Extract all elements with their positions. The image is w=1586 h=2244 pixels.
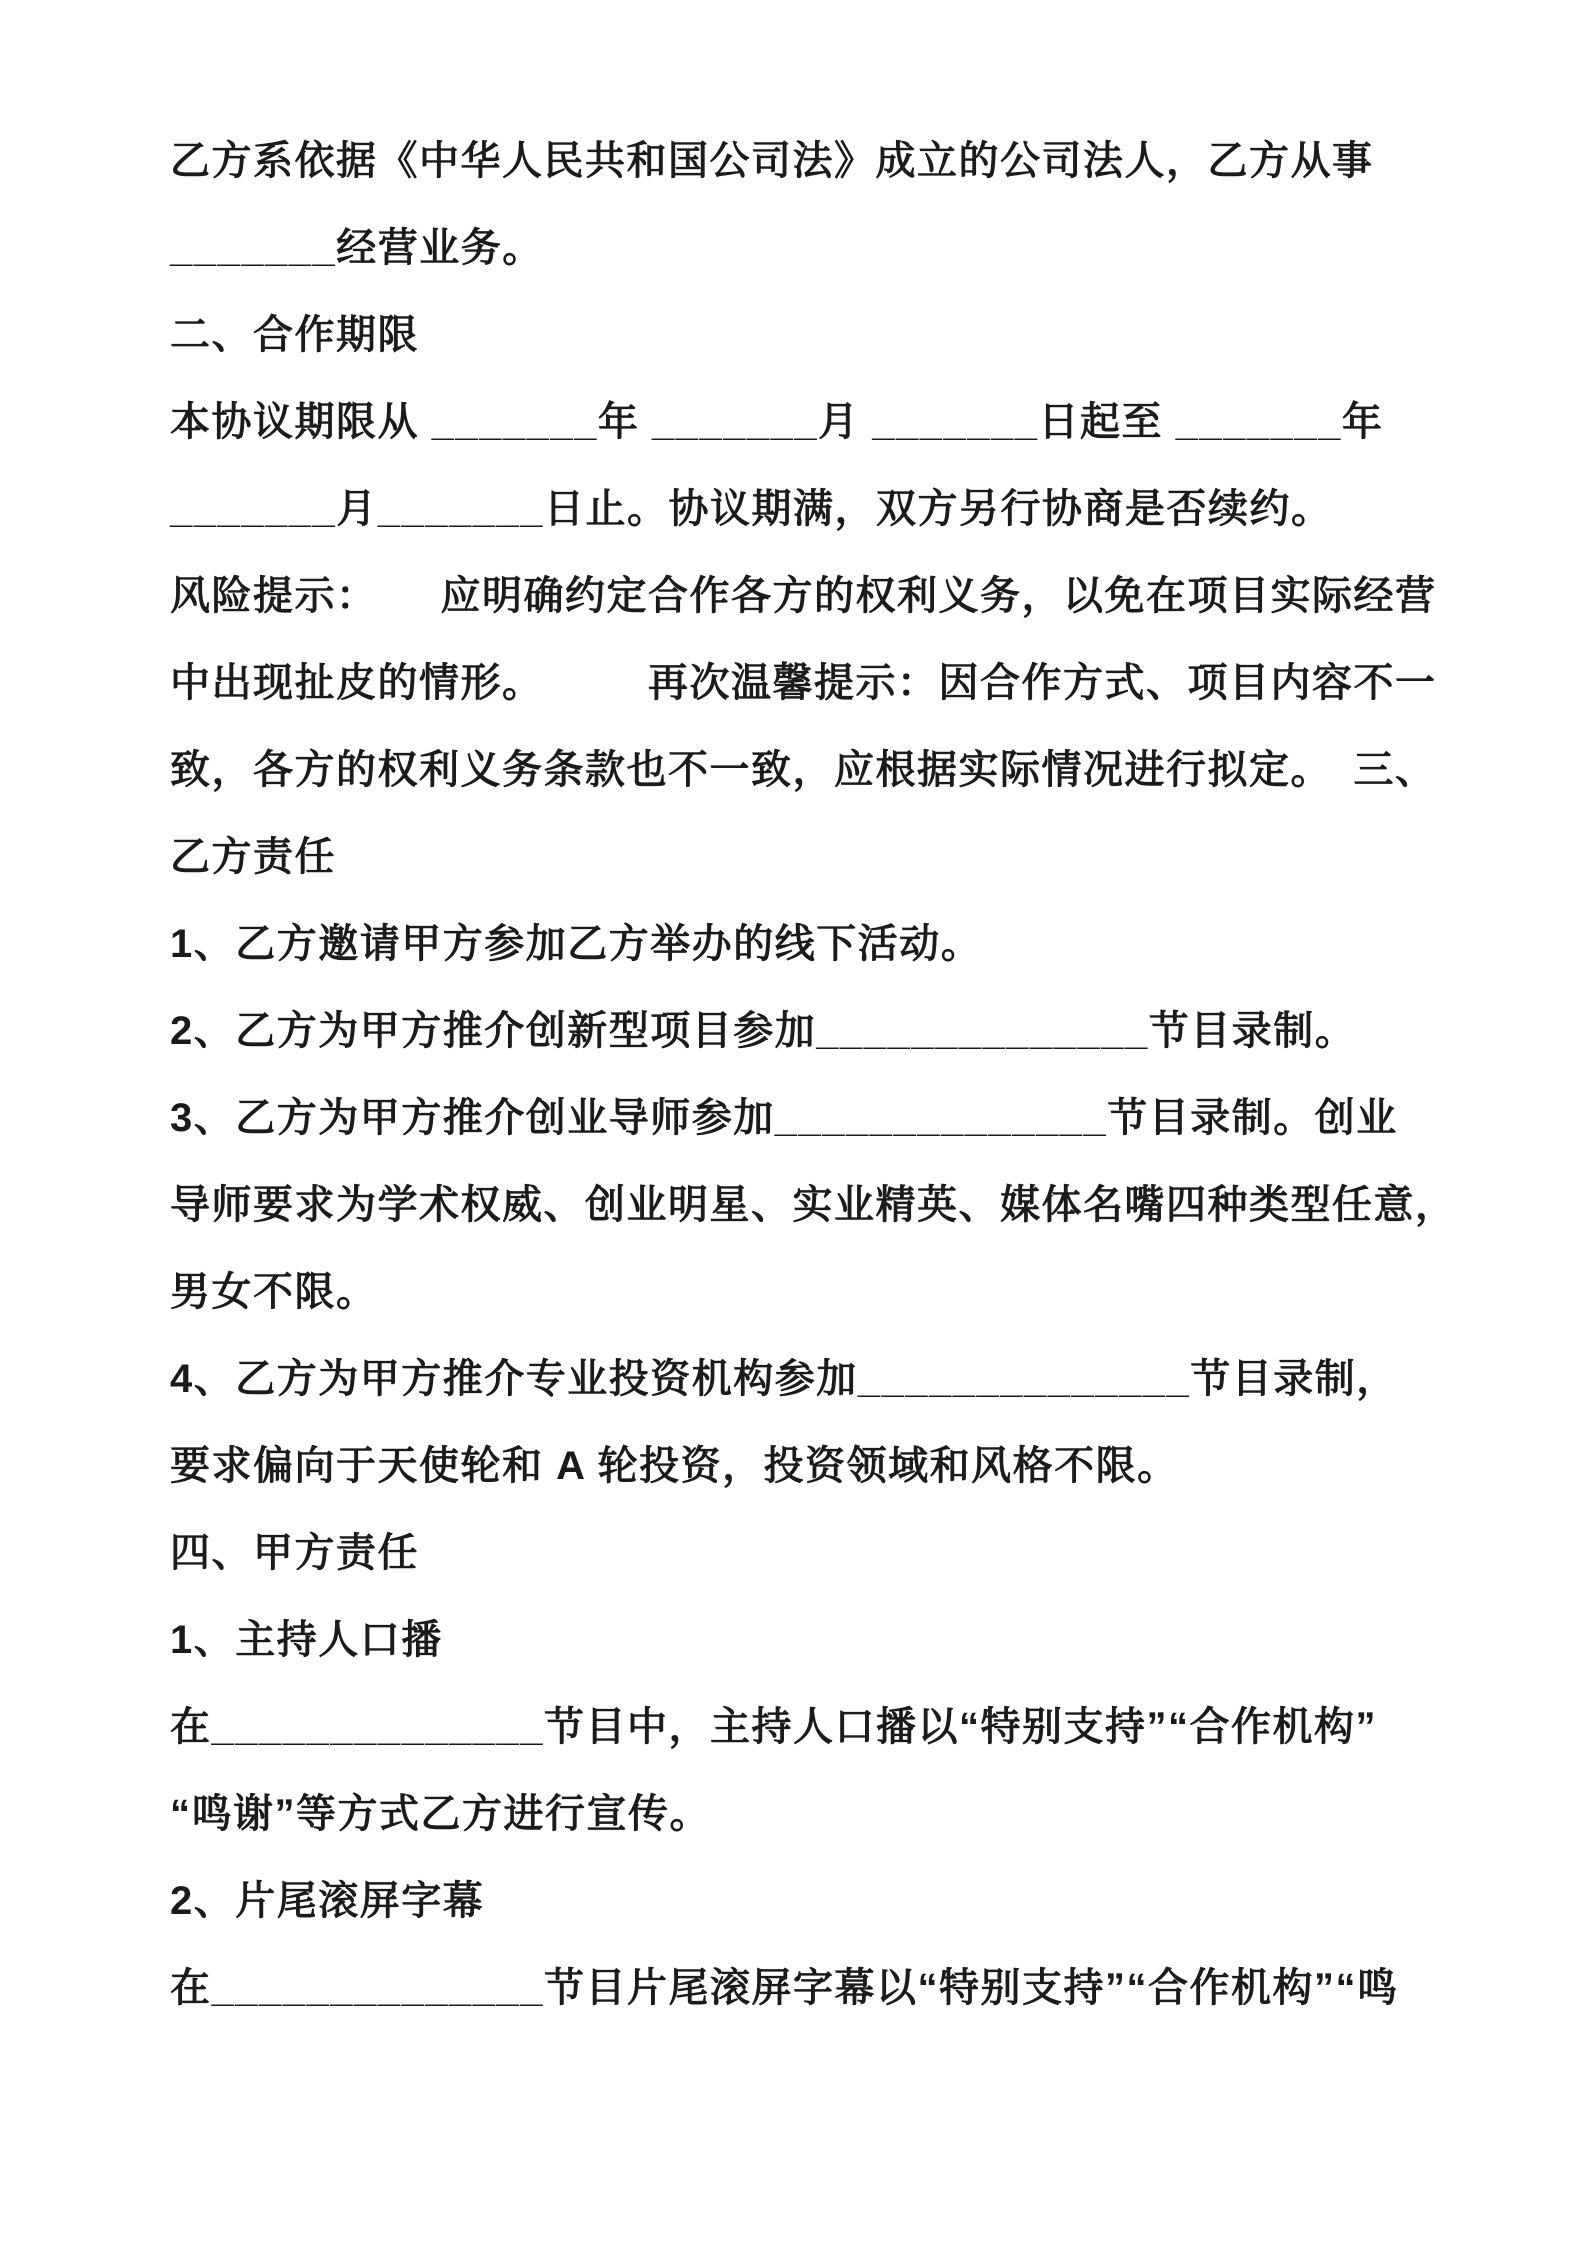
section-heading-party-a-duty: 四、甲方责任 [170, 1531, 419, 1575]
section-heading-cooperation-term: 二、合作期限 [170, 313, 419, 357]
document-line: 在______________节目片尾滚屏字幕以“特别支持”“合作机构”“鸣 [170, 1966, 1399, 2010]
document-line: 要求偏向于天使轮和 A 轮投资，投资领域和风格不限。 [170, 1444, 1179, 1488]
risk-warning-line: 致，各方的权利义务条款也不一致，应根据实际情况进行拟定。 三、 [170, 748, 1437, 792]
list-item: 3、乙方为甲方推介创业导师参加______________节目录制。创业 [170, 1096, 1398, 1140]
list-item: 2、片尾滚屏字幕 [170, 1879, 485, 1923]
document-line: 乙方系依据《中华人民共和国公司法》成立的公司法人，乙方从事 [170, 139, 1374, 183]
list-item: 1、主持人口播 [170, 1618, 443, 1662]
document-line: 导师要求为学术权威、创业明星、实业精英、媒体名嘴四种类型任意， [170, 1183, 1457, 1227]
document-page [170, 118, 1457, 2032]
document-line: 本协议期限从 _______年 _______月 _______日起至 _______年 [170, 400, 1384, 444]
risk-warning-line: 风险提示： 应明确约定合作各方的权利义务，以免在项目实际经营 [170, 574, 1437, 618]
document-line: _______经营业务。 [170, 226, 544, 270]
document-line: _______月_______日止。协议期满，双方另行协商是否续约。 [170, 487, 1333, 531]
risk-warning-line: 中出现扯皮的情形。 再次温馨提示：因合作方式、项目内容不一 [170, 661, 1437, 705]
document-line: “鸣谢”等方式乙方进行宣传。 [170, 1792, 711, 1836]
list-item: 4、乙方为甲方推介专业投资机构参加______________节目录制， [170, 1357, 1398, 1401]
list-item: 2、乙方为甲方推介创新型项目参加______________节目录制。 [170, 1009, 1357, 1053]
document-line: 在______________节目中，主持人口播以“特别支持”“合作机构” [170, 1705, 1377, 1749]
document-line: 男女不限。 [170, 1270, 378, 1314]
section-heading-party-b-duty: 乙方责任 [170, 835, 336, 879]
list-item: 1、乙方邀请甲方参加乙方举办的线下活动。 [170, 922, 983, 966]
